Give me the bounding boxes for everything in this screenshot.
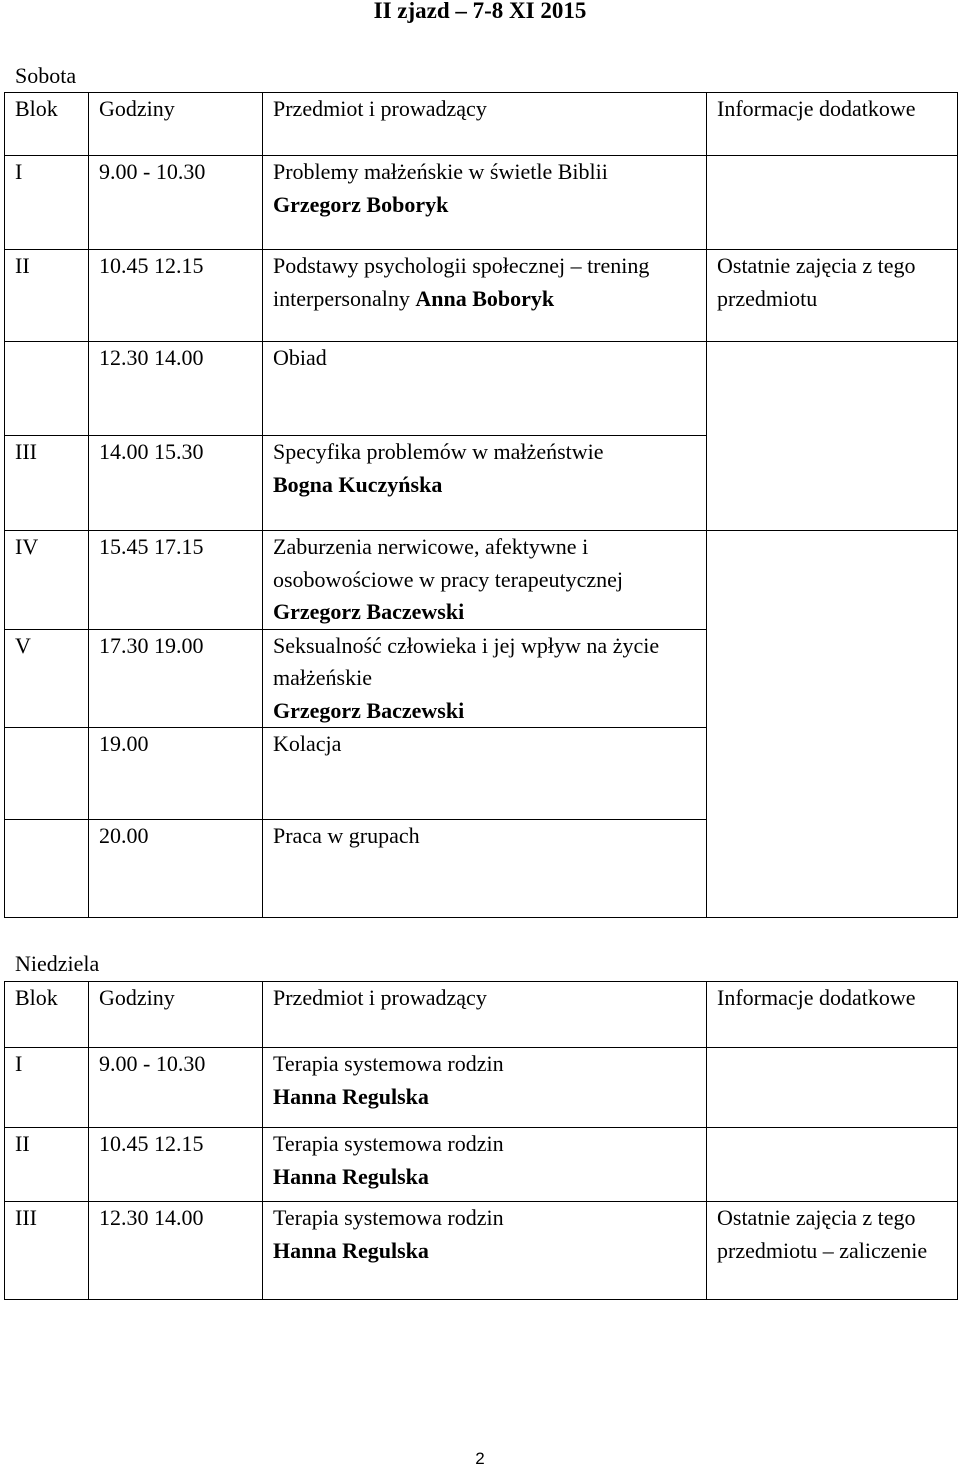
cell-info [707,531,958,918]
table-header-row [5,93,958,156]
cell-godziny: 12.30 14.00 [89,342,263,436]
cell-godziny: 14.00 15.30 [89,436,263,531]
day-label-sunday: Niedziela [15,951,100,976]
cell-blok: I [5,156,89,250]
cell-info: Ostatnie zajęcia z tego przedmiotu – zaliczenie [707,1202,958,1300]
table-row [5,1048,958,1128]
table-row [5,1202,958,1300]
header-przedmiot: Przedmiot i prowadzący [263,93,707,156]
header-blok: Blok [5,982,89,1048]
subject-text: Obiad [273,345,327,370]
cell-godziny: 9.00 - 10.30 [89,1048,263,1128]
teacher-name: Anna Boboryk [415,285,555,311]
header-informacje: Informacje dodatkowe [707,93,958,156]
cell-blok: I [5,1048,89,1128]
cell-godziny: 12.30 14.00 [89,1202,263,1300]
table-row [5,1128,958,1202]
cell-blok [5,342,89,436]
cell-blok [5,728,89,820]
cell-godziny: 10.45 12.15 [89,1128,263,1202]
cell-info [707,156,958,250]
schedule-table-sunday [4,981,958,1300]
teacher-name: Hanna Regulska [273,1237,429,1263]
cell-godziny: 20.00 [89,820,263,918]
subject-text: Terapia systemowa rodzin [273,1205,504,1230]
page-number: 2 [475,1449,485,1468]
table-row [5,250,958,342]
cell-przedmiot [263,250,707,342]
cell-przedmiot [263,342,707,436]
header-przedmiot: Przedmiot i prowadzący [263,982,707,1048]
teacher-name: Grzegorz Boboryk [273,191,449,217]
subject-text: Terapia systemowa rodzin [273,1051,504,1076]
header-blok: Blok [5,93,89,156]
cell-blok: III [5,436,89,531]
subject-text: Specyfika problemów w małżeństwie [273,439,604,464]
cell-blok: III [5,1202,89,1300]
cell-przedmiot [263,820,707,918]
day-label-saturday: Sobota [15,63,77,88]
subject-text: Podstawy psychologii społecznej – trening interpersonalny [273,253,650,311]
cell-godziny: 10.45 12.15 [89,250,263,342]
cell-przedmiot [263,436,707,531]
cell-blok: V [5,629,89,728]
subject-text: Zaburzenia nerwicowe, afektywne i osobowościowe w pracy terapeutycznej [273,534,624,592]
teacher-name: Grzegorz Baczewski [273,599,465,624]
subject-text: Praca w grupach [273,823,420,848]
teacher-name: Bogna Kuczyńska [273,471,443,497]
cell-info: Ostatnie zajęcia z tego przedmiotu [707,250,958,342]
cell-przedmiot [263,1048,707,1128]
cell-info [707,1128,958,1202]
cell-godziny: 17.30 19.00 [89,629,263,728]
cell-blok [5,820,89,918]
cell-godziny: 15.45 17.15 [89,531,263,630]
cell-przedmiot [263,1202,707,1300]
cell-blok: II [5,1128,89,1202]
teacher-name: Grzegorz Baczewski [273,697,465,723]
header-godziny: Godziny [89,982,263,1048]
teacher-name: Hanna Regulska [273,1083,429,1109]
table-row [5,342,958,436]
cell-godziny: 19.00 [89,728,263,820]
header-informacje: Informacje dodatkowe [707,982,958,1048]
table-header-row [5,982,958,1048]
header-godziny: Godziny [89,93,263,156]
cell-info [707,342,958,531]
subject-text: Problemy małżeńskie w świetle Biblii [273,159,608,184]
cell-przedmiot [263,531,707,630]
cell-przedmiot [263,728,707,820]
cell-godziny: 9.00 - 10.30 [89,156,263,250]
cell-info [707,1048,958,1128]
cell-blok: IV [5,531,89,630]
teacher-name: Hanna Regulska [273,1163,429,1189]
document-title: II zjazd – 7-8 XI 2015 [373,0,587,23]
cell-przedmiot [263,156,707,250]
subject-text: Terapia systemowa rodzin [273,1131,504,1156]
cell-przedmiot [263,629,707,728]
subject-text: Kolacja [273,731,342,756]
subject-text: Seksualność człowieka i jej wpływ na życie małżeńskie [273,632,660,690]
cell-blok: II [5,250,89,342]
table-row [5,156,958,250]
table-row [5,531,958,630]
schedule-table-saturday [4,92,958,918]
cell-przedmiot [263,1128,707,1202]
